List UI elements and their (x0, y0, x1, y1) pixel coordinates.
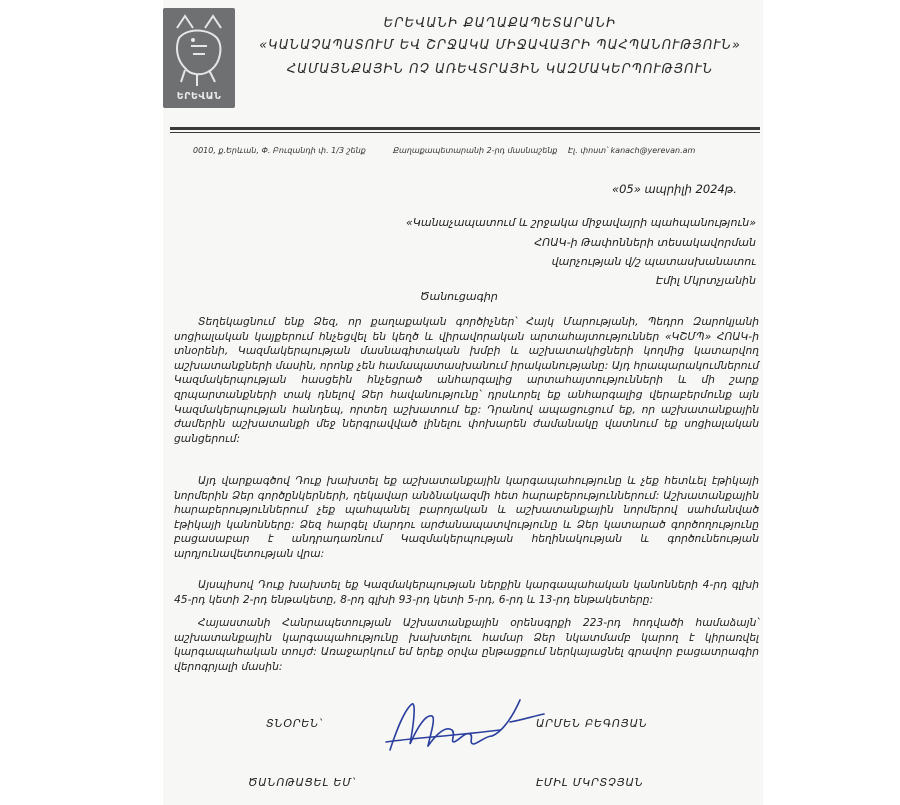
recipient-line-1: «Կանաչապատում և շրջակա միջավայրի պահպանություն» (406, 216, 756, 229)
city-emblem-logo (163, 8, 235, 108)
address-street: 0010, ք.Երևան, Փ. Բուզանդի փ. 1/3 շենք (193, 146, 366, 155)
header-line-1: ԵՐԵՎԱՆԻ ՔԱՂԱՔԱՊԵՏԱՐԱՆԻ (383, 16, 617, 31)
paragraph-4: Հայաստանի Հանրապետության Աշխատանքային օրենսգրքի 223-րդ հոդվածի համաձայն՝ աշխատանքային կարգապահությունը խախտելու համար Ձեր նկատմամբ կարող է կիրառվել կարգապահական տույժ: Առաջարկում եմ երեք օրվա ընթացքում ներկայացնել գրավոր բացատրագիր վերոգրյալի մասին: (174, 616, 759, 673)
acknowledged-label: ԾԱՆՈԹԱՑԵԼ ԵՄ՝ (248, 776, 356, 789)
header-rule-thick (170, 127, 760, 130)
director-label: ՏՆՕՐԵՆ՝ (266, 717, 323, 730)
director-name: ԱՐՄԵՆ ԲԵԳՈՅԱՆ (536, 717, 648, 730)
paragraph-1: Տեղեկացնում ենք Ձեզ, որ քաղաքական գործիչներ՝ Հայկ Մարությանի, Պեդրո Զարոկյանի սոցիալական կայքերում հնչեցվել են կեղծ և վիրավորական արտահայտություններ «ԿՇՄՊ» ՀՈԱԿ-ի տնօրենի, Կազմակերպության մասնագիտական խմբի և աշխատակիցների կողմից կատարվող աշխատանքների մասին, որոնք չեն համապատասխանում իրականությանը: Այդ հրապարակումներում Կազմակերպության հասցեին հնչեցրած անհարգալից արտահայտությունների և մի շարք զրպարտանքների տակ դնելով Ձեր հավանությունը՝ դրսևորել եք անհարգալից վերաբերմունք այն Կազմակերպության հանդեպ, որտեղ աշխատում եք: Դրանով ապացուցում եք, որ աշխատանքային ժամերին աշխատանքի մեջ ներգրավված լինելու փոխարեն ժամանակը վատնում եք սոցիալական ցանցերում: (174, 315, 759, 445)
paragraph-3: Այսպիսով Դուք խախտել եք Կազմակերպության ներքին կարգապահական կանոնների 4-րդ գլխի 45-րդ կետի 2-րդ ենթակետը, 8-րդ գլխի 93-րդ կետի 5-րդ, 6-րդ և 13-րդ ենթակետերը: (174, 578, 759, 606)
lion-emblem-icon (163, 8, 235, 92)
letter-date: «05» ապրիլի 2024թ. (612, 182, 737, 196)
header-line-2: «ԿԱՆԱՉԱՊԱՏՈՒՄ ԵՎ ՇՐՋԱԿԱ ՄԻՋԱՎԱՅՐԻ ՊԱՀՊԱՆՈՒԹՅՈՒՆ» (259, 38, 741, 53)
acknowledged-name: ԷՄԻԼ ՄԿՐՏՉՅԱՆ (536, 776, 644, 789)
handwritten-signature (382, 692, 552, 762)
recipient-line-2: ՀՈԱԿ-ի Թափոնների տեսակավորման (534, 236, 756, 249)
recipient-line-3: վարչության վ/շ պատասխանատու (551, 255, 756, 268)
organization-header (245, 14, 755, 82)
recipient-line-4: Էմիլ Մկրտչյանին (656, 274, 756, 287)
document-heading: Ծանուցագիր (420, 290, 498, 303)
header-rule-thin (170, 132, 760, 133)
address-email: Էլ. փոստ՝ kanach@yerevan.am (568, 146, 696, 155)
header-line-3: ՀԱՄԱՅՆՔԱՅԻՆ ՈՉ ԱՌԵՎՏՐԱՅԻՆ ԿԱԶՄԱԿԵՐՊՈՒԹՅՈՒՆ (286, 62, 714, 77)
paragraph-2: Այդ վարքագծով Դուք խախտել եք աշխատանքային կարգապահությունը և չեք հետևել էթիկայի նորմերին Ձեր գործընկերների, ղեկավար անձնակազմի հետ հարաբերություններում: Աշխատանքային հարաբերություններում չեք պահպանել բարոյական և աշխատանքային նորմերով սահմանված էթիկայի կանոնները: Ձեզ հարգել մարդու արժանապատվությունը և Ձեր կատարած գործողությունը բացասաբար է անդրադառնում Կազմակերպության հեղինակության և գործունեության արդյունավետության վրա: (174, 474, 759, 560)
address-floor: Քաղաքապետարանի 2-րդ մասնաշենք (393, 146, 558, 155)
logo-text: ԵՐԵՎԱՆ (176, 91, 222, 102)
